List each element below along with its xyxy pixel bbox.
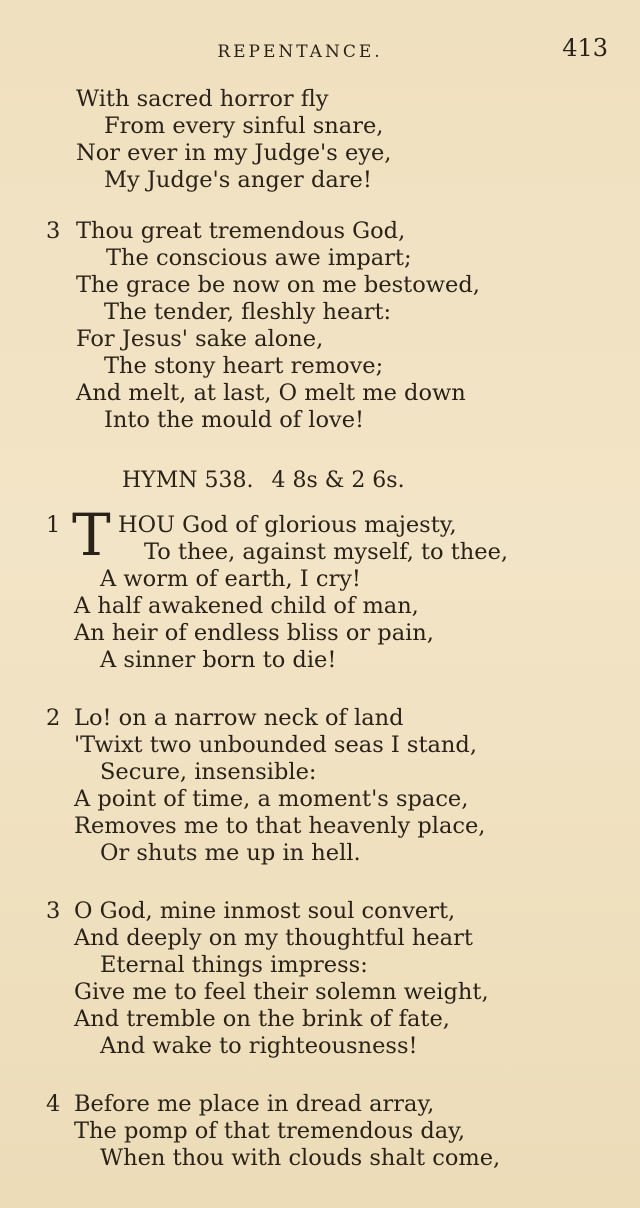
verse-line: An heir of endless bliss or pain, — [74, 620, 434, 646]
verse-line: Into the mould of love! — [104, 407, 365, 433]
verse-line: The stony heart remove; — [104, 353, 384, 379]
verse-line: When thou with clouds shalt come, — [100, 1145, 501, 1171]
verse-line: To thee, against myself, to thee, — [144, 539, 509, 565]
verse-line: Or shuts me up in hell. — [100, 840, 361, 866]
verse-line: Nor ever in my Judge's eye, — [76, 140, 392, 166]
stanza-number: 1 — [46, 512, 61, 538]
verse-line: And tremble on the brink of fate, — [74, 1006, 450, 1032]
verse-line: Before me place in dread array, — [74, 1091, 435, 1117]
verse-line: Removes me to that heavenly place, — [74, 813, 486, 839]
verse-line: 'Twixt two unbounded seas I stand, — [74, 732, 477, 758]
verse-line: A half awakened child of man, — [74, 593, 419, 619]
verse-line: A sinner born to die! — [100, 647, 337, 673]
verse-line: The pomp of that tremendous day, — [74, 1118, 466, 1144]
verse-line: And melt, at last, O melt me down — [76, 380, 466, 406]
stanza-number: 2 — [46, 705, 61, 731]
hymn-meter: 4 8s & 2 6s. — [271, 468, 405, 493]
page-number: 413 — [562, 34, 608, 62]
verse-line: O God, mine inmost soul convert, — [74, 898, 456, 924]
verse-line: Lo! on a narrow neck of land — [74, 705, 404, 731]
verse-line: Secure, insensible: — [100, 759, 317, 785]
hymn-title: HYMN 538. — [122, 468, 254, 493]
running-header: REPENTANCE. — [217, 42, 383, 62]
stanza-number: 3 — [46, 218, 61, 244]
verse-line: For Jesus' sake alone, — [76, 326, 324, 352]
verse-line: From every sinful snare, — [104, 113, 384, 139]
verse-line: A worm of earth, I cry! — [100, 566, 361, 592]
verse-line: HOU God of glorious majesty, — [118, 512, 457, 538]
verse-line: And wake to righteousness! — [100, 1033, 418, 1059]
verse-line: My Judge's anger dare! — [104, 167, 372, 193]
hymn-heading — [122, 468, 423, 493]
verse-line: The conscious awe impart; — [106, 245, 412, 271]
verse-line: And deeply on my thoughtful heart — [74, 925, 473, 951]
stanza-number: 4 — [46, 1091, 61, 1117]
drop-cap: T — [72, 501, 111, 569]
verse-line: The tender, fleshly heart: — [104, 299, 392, 325]
verse-line: With sacred horror fly — [76, 86, 329, 112]
verse-line: The grace be now on me bestowed, — [76, 272, 480, 298]
verse-line: Eternal things impress: — [100, 952, 368, 978]
verse-line: Thou great tremendous God, — [76, 218, 406, 244]
verse-line: Give me to feel their solemn weight, — [74, 979, 489, 1005]
stanza-number: 3 — [46, 898, 61, 924]
verse-line: A point of time, a moment's space, — [74, 786, 469, 812]
